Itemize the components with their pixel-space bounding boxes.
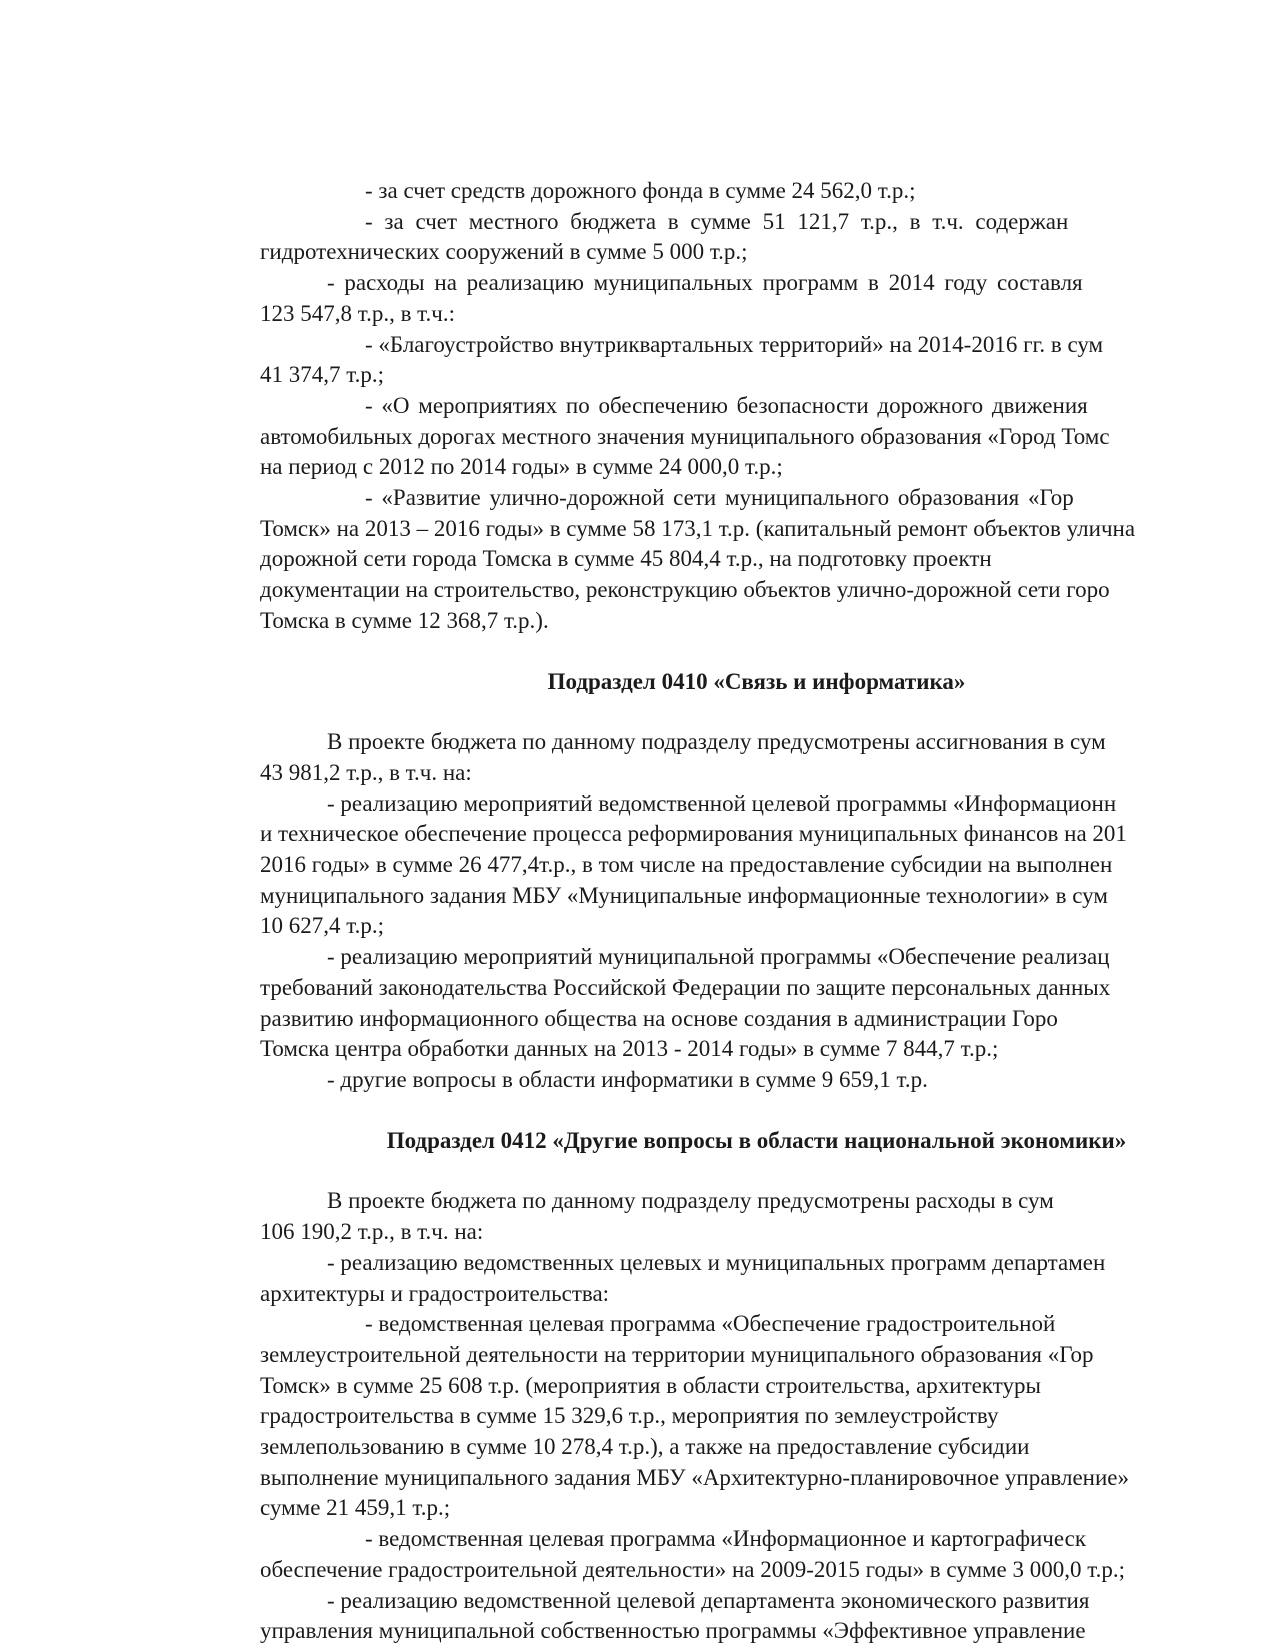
spacer [260, 1156, 1275, 1186]
section-heading-0412: Подраздел 0412 «Другие вопросы в области национальной экономики» [386, 1127, 1127, 1153]
text-line: - расходы на реализацию муниципальных программ в 2014 году составля [327, 270, 1083, 296]
text-line: - реализацию мероприятий ведомственной целевой программы «Информационн [327, 790, 1117, 816]
text-line: сумме 21 459,1 т.р.; [260, 1495, 451, 1521]
text-line: 2016 годы» в сумме 26 477,4т.р., в том числе на предоставление субсидии на выполнен [260, 852, 1113, 878]
text-line: градостроительства в сумме 15 329,6 т.р., мероприятия по землеустройству [260, 1403, 999, 1429]
text-line: и техническое обеспечение процесса реформирования муниципальных финансов на 201 [260, 821, 1127, 847]
text-line: - реализацию мероприятий муниципальной программы «Обеспечение реализац [327, 944, 1110, 970]
text-line: землеустроительной деятельности на территории муниципального образования «Гор [260, 1341, 1094, 1367]
text-line: 41 374,7 т.р.; [260, 362, 384, 388]
paragraph-0410-personal-data [260, 942, 1275, 1065]
text-line: - за счет местного бюджета в сумме 51 121,7 т.р., в т.ч. содержан [365, 208, 1069, 234]
text-line: - реализацию ведомственной целевой департамента экономического развития [327, 1587, 1090, 1613]
text-line: дорожной сети города Томска в сумме 45 804,4 т.р., на подготовку проектн [260, 546, 992, 572]
text-line: - ведомственная целевая программа «Информационное и картографическ [365, 1526, 1087, 1552]
text-line: В проекте бюджета по данному подразделу предусмотрены ассигнования в сум [327, 729, 1106, 755]
paragraph-0412-intro [260, 1186, 1275, 1247]
paragraph-0412-urban-planning [260, 1309, 1275, 1524]
text-line: 106 190,2 т.р., в т.ч. на: [260, 1219, 484, 1245]
paragraph-road-safety [260, 391, 1275, 483]
text-line: управления муниципальной собственностью программы «Эффективное управление [260, 1618, 1086, 1644]
text-line: Томска центра обработки данных на 2013 - 2014 годы» в сумме 7 844,7 т.р.; [260, 1036, 999, 1062]
text-line: - «Развитие улично-дорожной сети муниципального образования «Гор [365, 485, 1074, 511]
text-line: - за счет средств дорожного фонда в сумме 24 562,0 т.р.; [365, 178, 916, 203]
text-line: автомобильных дорогах местного значения муниципального образования «Город Томс [260, 423, 1110, 449]
paragraph-0410-intro [260, 727, 1275, 788]
text-line: - ведомственная целевая программа «Обеспечение градостроительной [365, 1311, 1056, 1337]
text-line: Томск» на 2013 – 2016 годы» в сумме 58 173,1 т.р. (капитальный ремонт объектов улична [260, 515, 1136, 541]
spacer [260, 697, 1275, 727]
text-line: требований законодательства Российской Федерации по защите персональных данных [260, 974, 1111, 1000]
spacer [260, 1096, 1275, 1126]
paragraph-landscaping [260, 330, 1275, 391]
text-line: - реализацию ведомственных целевых и муниципальных программ департамен [327, 1249, 1106, 1275]
text-line: выполнение муниципального задания МБУ «Архитектурно-планировочное управление» [260, 1464, 1130, 1490]
text-line: 10 627,4 т.р.; [260, 913, 384, 939]
paragraph-0410-departmental-program [260, 789, 1275, 943]
paragraph-road-network [260, 483, 1275, 637]
text-line: муниципального задания МБУ «Муниципальные информационные технологии» в сум [260, 882, 1108, 908]
text-line: 123 547,8 т.р., в т.ч.: [260, 300, 455, 326]
text-line: обеспечение градостроительной деятельности» на 2009-2015 годы» в сумме 3 000,0 т.р.; [260, 1556, 1125, 1582]
paragraph-0412-property-management [260, 1586, 1275, 1647]
paragraph-0412-cartography [260, 1524, 1275, 1585]
text-line: 43 981,2 т.р., в т.ч. на: [260, 759, 472, 785]
text-line: Томск» в сумме 25 608 т.р. (мероприятия в области строительства, архитектуры [260, 1372, 1041, 1398]
text-line: Томска в сумме 12 368,7 т.р.). [260, 607, 549, 633]
text-line: гидротехнических сооружений в сумме 5 000 т.р.; [260, 239, 748, 265]
text-line: архитектуры и градостроительства: [260, 1280, 610, 1306]
text-line: на период с 2012 по 2014 годы» в сумме 24 000,0 т.р.; [260, 454, 783, 480]
document-body [260, 176, 1275, 1647]
text-line: В проекте бюджета по данному подразделу предусмотрены расходы в сум [327, 1188, 1054, 1214]
text-line: документации на строительство, реконструкцию объектов улично-дорожной сети горо [260, 577, 1110, 603]
text-line: - «О мероприятиях по обеспечению безопасности дорожного движения [365, 392, 1088, 418]
text-line: развитию информационного общества на основе создания в администрации Горо [260, 1005, 1058, 1031]
text-line: - другие вопросы в области информатики в сумме 9 659,1 т.р. [327, 1066, 928, 1092]
paragraph-0410-other [260, 1065, 1275, 1096]
paragraph-0412-programs [260, 1248, 1275, 1309]
spacer [260, 637, 1275, 667]
text-line: - «Благоустройство внутриквартальных территорий» на 2014-2016 гг. в сум [365, 331, 1104, 357]
section-heading-0410: Подраздел 0410 «Связь и информатика» [547, 668, 966, 694]
paragraph-road-fund [260, 176, 1275, 268]
text-line: землепользованию в сумме 10 278,4 т.р.), а также на предоставление субсидии [260, 1434, 1030, 1460]
paragraph-municipal-programs [260, 268, 1275, 329]
